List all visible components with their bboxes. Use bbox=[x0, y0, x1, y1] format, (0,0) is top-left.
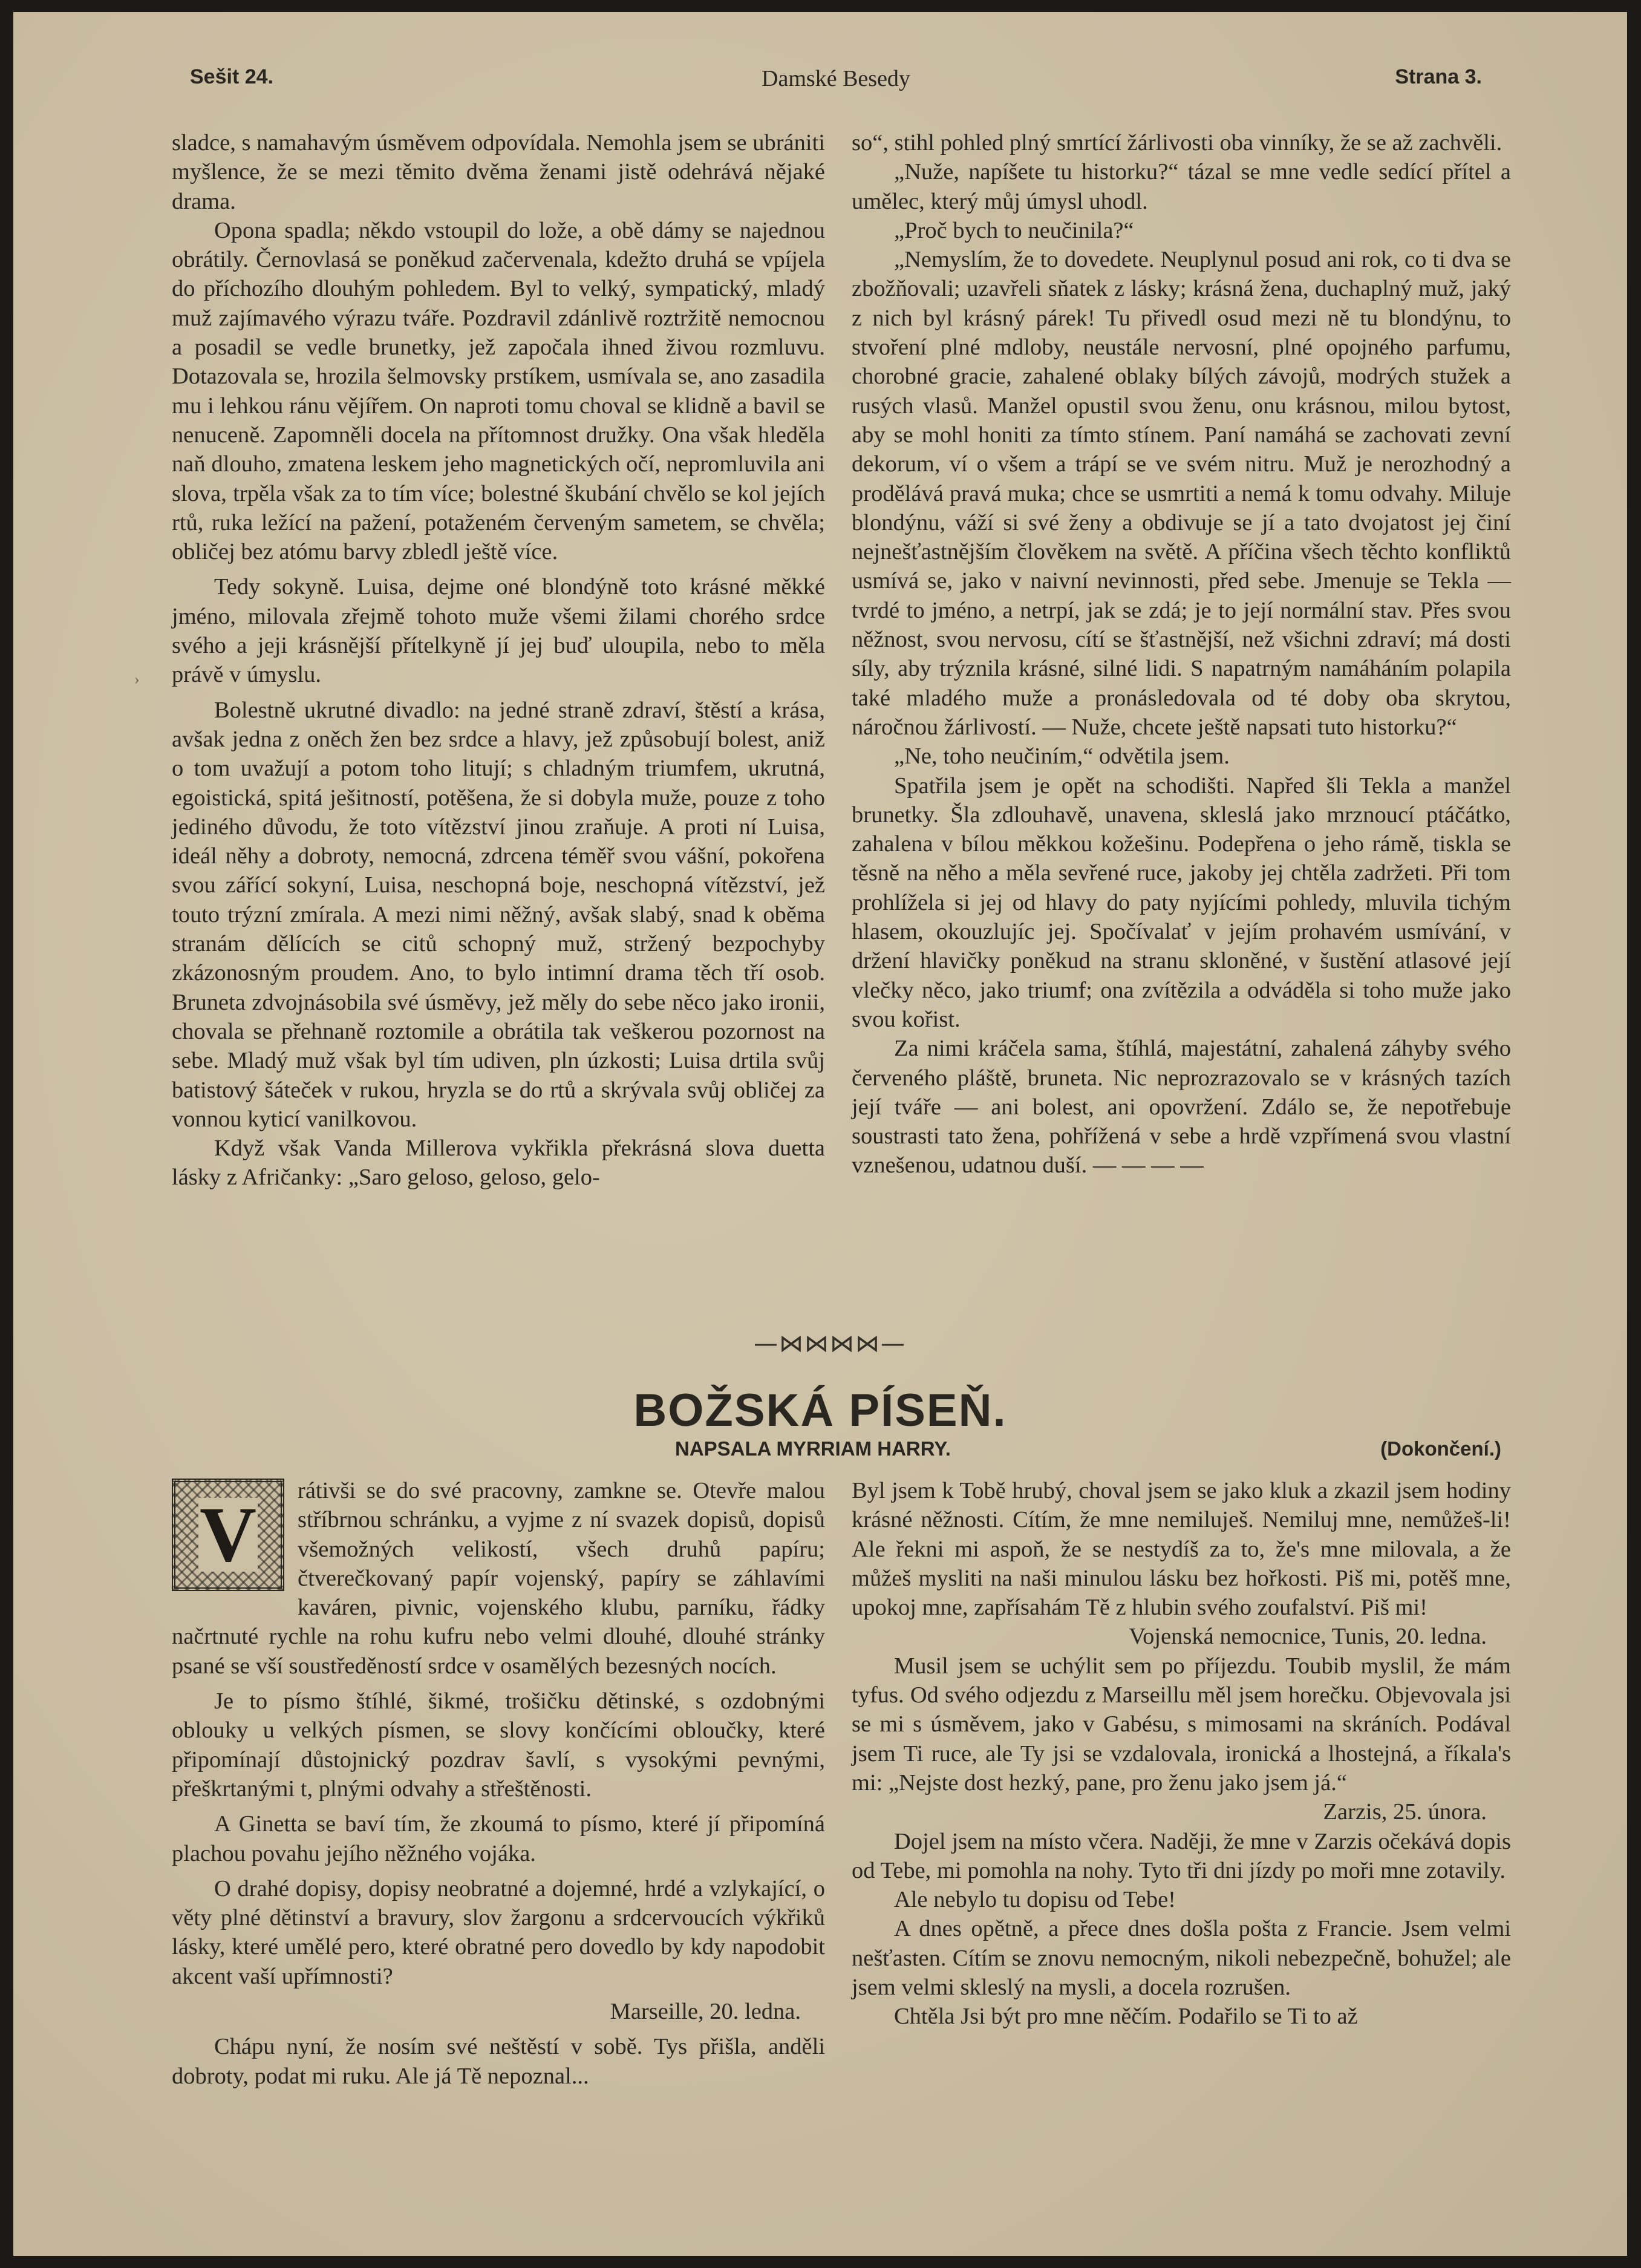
paragraph: Spatřila jsem je opět na schodišti. Napřed šli Tekla a manžel brunetky. Šla zdlouhavě, unavena, skleslá jako mrznoucí ptáčátko, zahalena v bílou měkkou kožešinu. Podepřena o jeho rámě, tiskla se těsně na něho a měla sevřené ruce, jakoby jej chtěla zadržeti. Při tom prohlížela si jej od hlavy do paty nyjícími pohledy, mluvila tichým hlasem, okouzlujíc jej. Spočívalať v jejím prohavém usmívání, v držení hlavičky poněkud na stranu skloněné, v šustění atlasové její vlečky něco, jako triumf; ona zvítězila a odváděla si toho muže jako svou kořist. bbox=[852, 773, 1511, 1032]
story1-column-1 bbox=[172, 128, 825, 1192]
paragraph: „Proč bych to neučinila?“ bbox=[894, 217, 1134, 243]
letter-dateline: Vojenská nemocnice, Tunis, 20. ledna. bbox=[1129, 1624, 1487, 1650]
paragraph: Když však Vanda Millerova vykřikla překrásná slova duetta lásky z Afričanky: „Saro geloso, geloso, gelo- bbox=[172, 1136, 825, 1191]
article-title: BOŽSKÁ PÍSEŇ. bbox=[633, 1385, 1007, 1436]
story2-column-2 bbox=[852, 1476, 1511, 2031]
newspaper-page bbox=[13, 12, 1627, 2256]
page-number: Strana 3. bbox=[1395, 65, 1482, 88]
paragraph: A Ginetta se baví tím, že zkoumá to písmo, které jí připomíná plachou povahu jejího něžného vojáka. bbox=[172, 1811, 825, 1866]
paragraph: O drahé dopisy, dopisy neobratné a dojemné, hrdé a vzlykající, o věty plné dětinství a bravury, slov žargonu a srdcervoucích výkřiků lásky, které umělé pero, které obratné pero dovedlo by kdy napodobit akcent vaší upřímnosti? bbox=[172, 1875, 825, 1989]
paragraph: Byl jsem k Tobě hrubý, choval jsem se jako kluk a zkazil jsem hodiny krásné něžnosti. Cítím, že mne nemiluješ. Nemiluj mne, nemůžeš-li! Ale řekni mi aspoň, že se nestydíš za to, že's mne milovala, a že můžeš mysliti na naši minulou lásku bez hořkosti. Piš mi, potěš mne, upokoj mne, zapřísahám Tě z hlubin svého zoufalství. Piš mi! bbox=[852, 1478, 1511, 1621]
magazine-title: Damské Besedy bbox=[762, 66, 910, 91]
page-header bbox=[190, 58, 1482, 94]
paragraph: A dnes opětně, a přece dnes došla pošta z Francie. Jsem velmi nešťasten. Cítím se znovu nemocným, nikoli nebezpečně, bohužel; ale jsem velmi skleslý na mysli, a docela rozrušen. bbox=[852, 1916, 1511, 2001]
paragraph: Za nimi kráčela sama, štíhlá, majestátní, zahalená záhyby svého červeného pláště, bruneta. Nic neprozrazovalo se v krásných tazích její tváře — ani bolest, ani opovržení. Zdálo se, že nepotřebuje soustrasti tato žena, pohřížená v sebe a hrdě vzpřímená svou vlastní vznešenou, udatnou duší. — — — — bbox=[852, 1036, 1511, 1178]
paragraph: so“, stihl pohled plný smrtící žárlivosti oba vinníky, že se až zachvěli. bbox=[852, 130, 1502, 155]
paragraph: Tedy sokyně. Luisa, dejme oné blondýně toto krásné měkké jméno, milovala zřejmě tohoto muže všemi žilami chorého srdce svého a jeji krásnější přítelkyně jí jej buď uloupila, nebo to měla právě v úmyslu. bbox=[172, 574, 825, 688]
paragraph: Dojel jsem na místo včera. Naději, že mne v Zarzis očekává dopis od Tebe, mi pomohla na nohy. Tyto tři dni jízdy po moři mne zotavily. bbox=[852, 1828, 1511, 1883]
paragraph: Opona spadla; někdo vstoupil do lože, a obě dámy se najednou obrátily. Černovlasá se poněkud začervenala, kdežto druhá se vpíjela do příchozího dlouhým pohledem. Byl to velký, sympatický, mladý muž zajímavého výrazu tváře. Pozdravil zdánlivě roztržitě nemocnou a posadil se vedle brunetky, jež započala ihned živou rozmluvu. Dotazovala se, hrozila šelmovsky prstíkem, usmívala se, ano zasadila mu i lehkou ránu vějířem. On naproti tomu choval se klidně a bavil se nenuceně. Zapomněli docela na přítomnost družky. Ona však hleděla naň dlouho, zmatena leskem jeho magnetických očí, nepromluvila ani slova, trpěla však za to tím více; bolestné škubání chvělo se kol jejích rtů, ruka ležící na pažení, potaženém červeným sametem, se chvěla; obličej bez atómu barvy zbledl ještě více. bbox=[172, 217, 825, 565]
issue-number: Sešit 24. bbox=[190, 65, 273, 88]
margin-mark: › bbox=[134, 670, 140, 688]
paragraph: Chtěla Jsi být pro mne něčím. Podařilo se Ti to až bbox=[894, 2004, 1358, 2030]
article-byline: NAPSALA MYRRIAM HARRY. bbox=[675, 1437, 951, 1460]
paragraph: „Nuže, napíšete tu historku?“ tázal se mne vedle sedící přítel a umělec, který můj úmysl uhodl. bbox=[852, 159, 1511, 214]
section-divider-ornament: —⋈⋈⋈⋈— bbox=[754, 1330, 906, 1358]
paragraph: Ale nebylo tu dopisu od Tebe! bbox=[894, 1887, 1176, 1913]
paragraph: „Ne, toho neučiním,“ odvětila jsem. bbox=[894, 743, 1230, 770]
drop-cap-letter: V bbox=[198, 1498, 258, 1572]
paragraph: sladce, s namahavým úsměvem odpovídala. Nemohla jsem se ubrániti myšlence, že se mezi těmito dvěma ženami jistě odehrává nějaké drama. bbox=[172, 130, 825, 214]
paragraph: Musil jsem se uchýlit sem po příjezdu. Toubib myslil, že mám tyfus. Od svého odjezdu z Marseillu měl jsem horečku. Objevovala jsi se mi s úsměvem, jako v Gabésu, s mimosami na skráních. Podával jsem Ti ruce, ale Ty jsi se vzdalovala, ironická a lhostejná, a říkala's mi: „Nejste dost hezký, pane, pro ženu jako jsem já.“ bbox=[852, 1653, 1511, 1796]
paragraph: „Nemyslím, že to dovedete. Neuplynul posud ani rok, co ti dva se zbožňovali; uzavřeli sňatek z lásky; krásná žena, duchaplný muž, jaký z nich byl krásný párek! Tu přivedl osud mezi ně tu blondýnu, to stvoření plné mdloby, neustále nervosní, plné opojného parfumu, chorobné gracie, zahalené oblaky bílých závojů, modrých stužek a rusých vlasů. Manžel opustil svou ženu, onu krásnou, milou bytost, aby se mohl honiti za tímto stínem. Paní namáhá se zachovati zevní dekorum, ví o všem a trápí se ve svém nitru. Muž je nerozhodný a prodělává pravá muka; chce se usmrtiti a nemá k tomu odvahy. Miluje blondýnu, váží si své ženy a obdivuje se jí a tato dvojatost jej činí nejnešťastnějším člověkem na světě. A příčina všech těchto konfliktů usmívá se, jako v naivní nevinnosti, před sebe. Jmenuje se Tekla — tvrdé to jméno, a netrpí, jak se zdá; je to její normální stav. Přes svou něžnost, svou nervosu, cítí se šťastnější, než všichni zdraví; má dosti síly, aby trýznila krásné, silné lidi. S napatrným namáháním polapila také mladého muže a pronásledovala od té doby oba skrytou, náročnou žárlivostí. — Nuže, chcete ještě napsati tuto historku?“ bbox=[852, 247, 1511, 740]
story1-column-2 bbox=[852, 128, 1511, 1180]
paragraph: rátivši se do své pracovny, zamkne se. Otevře malou stříbrnou schránku, a vyjme z ní svazek dopisů, dopisů všemožných velikostí, všech druhů papíru; čtverečkovaný papír vojenský, papíry se záhlavími kaváren, pivnic, vojenského klubu, parníku, řádky načrtnuté rychle na rohu kufru nebo velmi dlouhé, dlouhé stránky psané se vší soustředěností srdce v osamělých bezesných nocích. bbox=[172, 1478, 825, 1679]
letter-dateline: Zarzis, 25. února. bbox=[1323, 1799, 1487, 1825]
paragraph: Bolestně ukrutné divadlo: na jedné straně zdraví, štěstí a krása, avšak jedna z oněch žen bez srdce a hlavy, jež způsobují bolest, aniž o tom uvažují a potom toho litují; s chladným triumfem, ukrutná, egoistická, spitá ješitností, potěšena, že si dobyla muže, pouze z toho jediného důvodu, že toto vítězství jinou zraňuje. A proti ní Luisa, ideál něhy a dobroty, nemocná, zdrcena téměř svou vášní, pokořena svou zářící sokyní, Luisa, neschopná boje, neschopná vítězství, jež touto trýzní zmírala. A mezi nimi něžný, avšak slabý, snad k oběma stranám dělících se citů schopný muž, stržený bezpochyby zkázonosným proudem. Ano, to bylo intimní drama těch tří osob. Bruneta zdvojnásobila své úsměvy, jež měly do sebe něco jako ironii, chovala se přehnaně roztomile a obrátila tak veškerou pozornost na sebe. Mladý muž však byl tím udiven, pln úzkosti; Luisa drtila svůj batistový šáteček v rukou, hryzla se do rtů a skrývala svůj obličej za vonnou kyticí vanilkovou. bbox=[172, 697, 825, 1132]
continuation-note: (Dokončení.) bbox=[1380, 1437, 1501, 1460]
paragraph: Je to písmo štíhlé, šikmé, trošičku dětinské, s ozdobnými oblouky u velkých písmen, se slovy končícími obloučky, které připomínají důstojnický pozdrav šavlí, s vysokými pevnými, přeškrtanými t, plnými odvahy a střeštěnosti. bbox=[172, 1688, 825, 1802]
drop-cap-ornament bbox=[172, 1479, 284, 1591]
letter-dateline: Marseille, 20. ledna. bbox=[610, 1999, 801, 2025]
story2-column-1 bbox=[172, 1476, 825, 2091]
paragraph: Chápu nyní, že nosím své neštěstí v sobě. Tys přišla, anděli dobroty, podat mi ruku. Ale já Tě nepoznal... bbox=[172, 2034, 825, 2089]
